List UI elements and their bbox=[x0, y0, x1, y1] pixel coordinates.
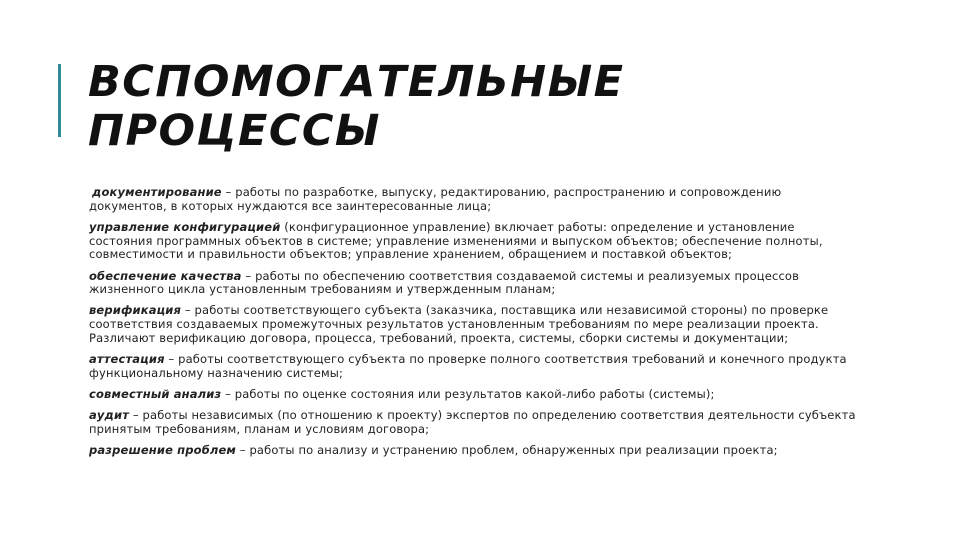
list-item-documentation bbox=[89, 186, 859, 213]
item-text: (конфигурационное управление) включает работы: определение и установление состояния программных объектов в системе; управление изменениями и выпуском объектов; обеспечение полноты, совместимости и правильности объектов; управление хранением, обращением и поставкой объектов; bbox=[89, 219, 823, 262]
item-term: совместный анализ bbox=[89, 386, 222, 401]
item-text: – работы по оценке состояния или результатов какой-либо работы (системы); bbox=[221, 386, 715, 401]
item-term: аудит bbox=[89, 408, 130, 423]
list-item-problem-resolution bbox=[89, 444, 859, 458]
slide-title bbox=[88, 58, 908, 156]
process-list bbox=[89, 186, 859, 465]
title-line-1: ВСПОМОГАТЕЛЬНЫЕ bbox=[88, 57, 625, 107]
item-text: – работы соответствующего субъекта (заказчика, поставщика или независимой стороны) по проверке соответствия создаваемых промежуточных результатов установленным требованиям по мере реализации проекта. Различают верификацию договора, процесса, требований, проекта, системы, сборки системы и документации; bbox=[89, 303, 829, 345]
list-item-quality-assurance bbox=[89, 270, 859, 297]
item-text: – работы по разработке, выпуску, редактированию, распространению и сопровождению документов, в которых нуждаются все заинтересованные лица; bbox=[89, 185, 782, 213]
item-term: разрешение проблем bbox=[89, 443, 236, 458]
list-item-configuration-management bbox=[89, 221, 859, 262]
list-item-verification bbox=[89, 304, 859, 345]
item-text: – работы соответствующего субъекта по проверке полного соответствия требований и конечного продукта функциональному назначению системы; bbox=[89, 352, 847, 380]
accent-bar bbox=[58, 64, 61, 137]
list-item-validation bbox=[89, 353, 859, 380]
item-term: аттестация bbox=[89, 352, 165, 367]
item-text: – работы независимых (по отношению к проекту) экспертов по определению соответствия деятельности субъекта принятым требованиям, планам и условиям договора; bbox=[89, 408, 856, 436]
item-text: – работы по анализу и устранению проблем, обнаруженных при реализации проекта; bbox=[235, 443, 778, 458]
item-term: верификация bbox=[89, 303, 182, 318]
item-text: – работы по обеспечению соответствия создаваемой системы и реализуемых процессов жизненного цикла установленным требованиям и утвержденным планам; bbox=[89, 268, 800, 297]
item-term: управление конфигурацией bbox=[89, 219, 281, 234]
item-term: документирование bbox=[92, 185, 222, 199]
list-item-joint-review bbox=[89, 388, 859, 402]
list-item-audit bbox=[89, 409, 859, 436]
item-term: обеспечение качества bbox=[89, 268, 242, 283]
title-line-2: ПРОЦЕССЫ bbox=[88, 106, 381, 156]
